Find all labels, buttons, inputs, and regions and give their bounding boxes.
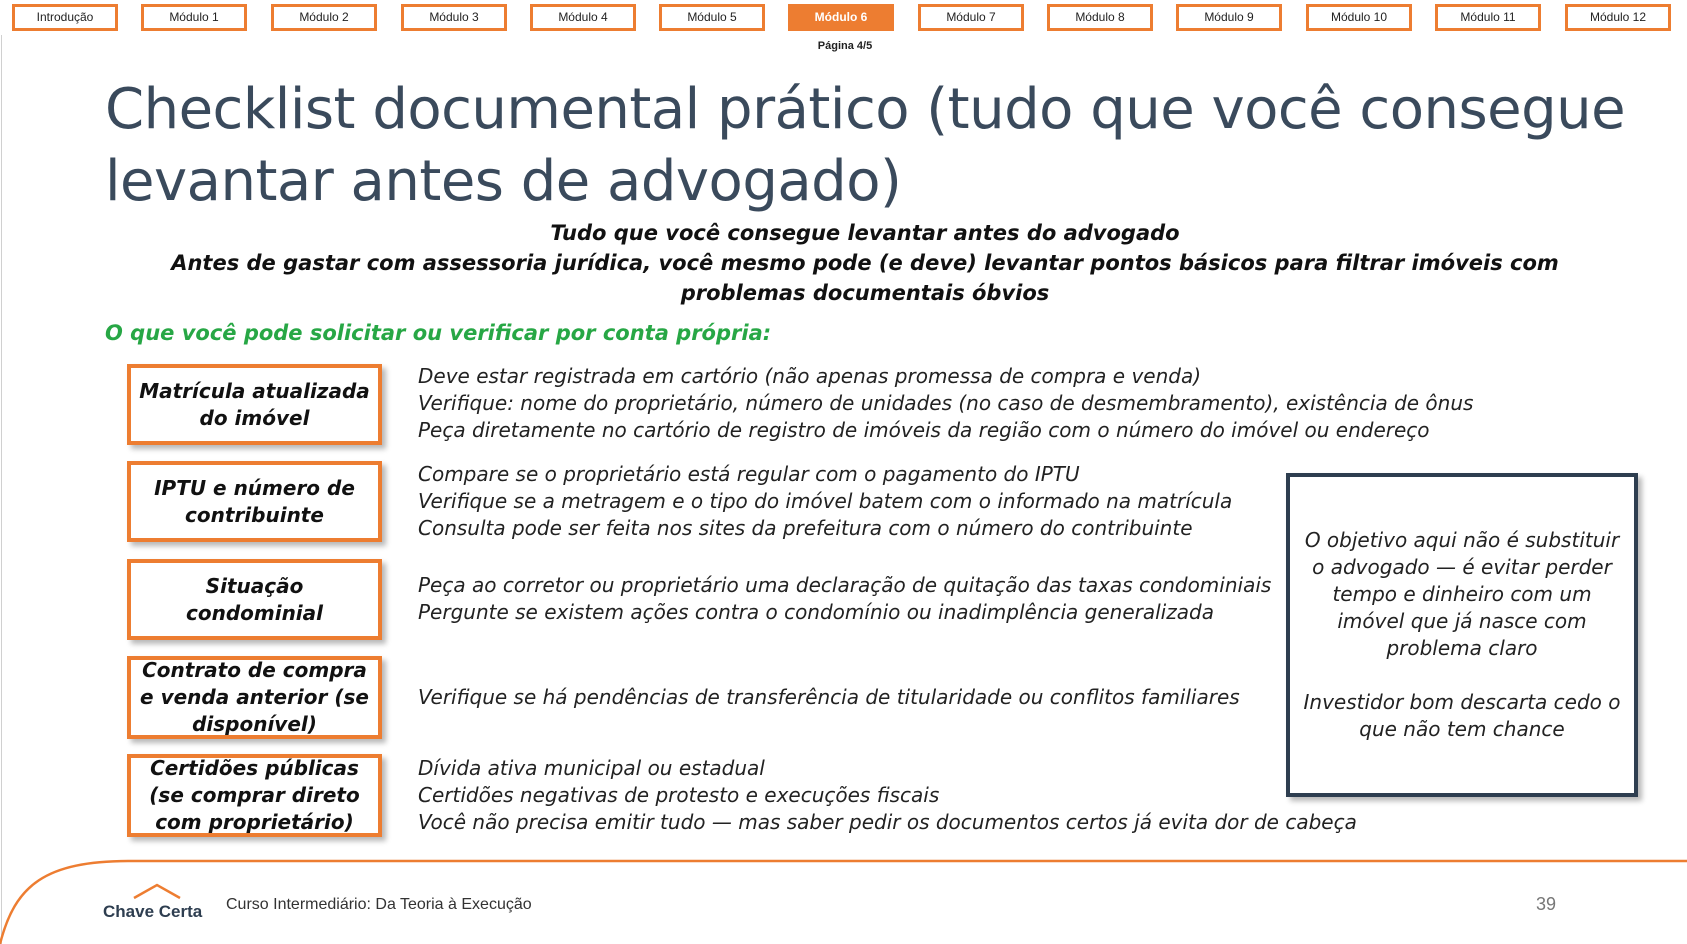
page-indicator: Página 4/5 bbox=[817, 40, 873, 52]
item-box-contrato bbox=[127, 656, 382, 739]
item-label: IPTU e número de contribuinte bbox=[154, 475, 355, 527]
nav-modulo-12[interactable]: Módulo 12 bbox=[1565, 4, 1671, 31]
course-name: Curso Intermediário: Da Teoria à Execução bbox=[226, 896, 532, 913]
item-box-matricula bbox=[127, 364, 382, 445]
item-desc-line: Pergunte se existem ações contra o condomínio ou inadimplência generalizada bbox=[418, 600, 1214, 624]
module-nav bbox=[12, 4, 1680, 31]
slide-number: 39 bbox=[1536, 894, 1557, 914]
item-desc-line: Peça diretamente no cartório de registro de imóveis da região com o número do imóvel ou endereço bbox=[418, 418, 1430, 442]
nav-modulo-10[interactable]: Módulo 10 bbox=[1306, 4, 1412, 31]
nav-modulo-7[interactable]: Módulo 7 bbox=[918, 4, 1024, 31]
nav-modulo-5[interactable]: Módulo 5 bbox=[659, 4, 765, 31]
item-desc-line: Dívida ativa municipal ou estadual bbox=[418, 756, 765, 780]
left-edge-rule bbox=[1, 35, 2, 944]
item-box-iptu bbox=[127, 461, 382, 542]
nav-modulo-2[interactable]: Módulo 2 bbox=[271, 4, 377, 31]
nav-modulo-1[interactable]: Módulo 1 bbox=[141, 4, 247, 31]
nav-modulo-3[interactable]: Módulo 3 bbox=[401, 4, 507, 31]
item-box-certidoes bbox=[127, 754, 382, 837]
item-desc-line: Verifique se há pendências de transferência de titularidade ou conflitos familiares bbox=[418, 685, 1240, 709]
nav-modulo-11[interactable]: Módulo 11 bbox=[1435, 4, 1541, 31]
nav-modulo-4[interactable]: Módulo 4 bbox=[530, 4, 636, 31]
intro-line-2: Antes de gastar com assessoria jurídica, você mesmo pode (e deve) levantar pontos básicos para filtrar imóveis com problemas documentais óbvios bbox=[171, 251, 1559, 305]
section-subheading: O que você pode solicitar ou verificar por conta própria: bbox=[105, 321, 772, 345]
nav-introducao[interactable]: Introdução bbox=[12, 4, 118, 31]
item-desc-line: Certidões negativas de protesto e execuções fiscais bbox=[418, 783, 940, 807]
item-desc-line: Verifique se a metragem e o tipo do imóvel batem com o informado na matrícula bbox=[418, 489, 1233, 513]
item-label: Certidões públicas (se comprar direto com proprietário) bbox=[149, 756, 360, 834]
nav-modulo-6[interactable]: Módulo 6 bbox=[788, 4, 894, 31]
note-paragraph-2: Investidor bom descarta cedo o que não tem chance bbox=[1303, 690, 1621, 741]
item-desc-line: Deve estar registrada em cartório (não apenas promessa de compra e venda) bbox=[418, 364, 1202, 388]
item-desc-line: Consulta pode ser feita nos sites da prefeitura com o número do contribuinte bbox=[418, 516, 1193, 540]
item-label: Contrato de compra e venda anterior (se disponível) bbox=[140, 658, 369, 736]
nav-modulo-9[interactable]: Módulo 9 bbox=[1176, 4, 1282, 31]
item-box-condominio bbox=[127, 559, 382, 640]
item-label: Matrícula atualizada do imóvel bbox=[139, 378, 370, 430]
item-desc-matricula bbox=[418, 363, 1538, 444]
note-callout-box bbox=[1286, 473, 1638, 797]
item-desc-line: Compare se o proprietário está regular com o pagamento do IPTU bbox=[418, 462, 1080, 486]
item-label: Situação condominial bbox=[185, 573, 324, 625]
note-paragraph-1: O objetivo aqui não é substituir o advogado — é evitar perder tempo e dinheiro com um imóvel que já nasce com problema claro bbox=[1304, 528, 1620, 660]
intro-line-1: Tudo que você consegue levantar antes do advogado bbox=[550, 221, 1180, 245]
slide-title: Checklist documental prático (tudo que você consegue levantar antes de advogado) bbox=[105, 77, 1626, 214]
item-desc-line: Você não precisa emitir tudo — mas saber pedir os documentos certos já evita dor de cabeça bbox=[418, 810, 1357, 834]
brand-logo-text: Chave Certa bbox=[103, 902, 203, 921]
item-desc-line: Verifique: nome do proprietário, número de unidades (no caso de desmembramento), existência de ônus bbox=[418, 391, 1474, 415]
intro-block bbox=[110, 218, 1620, 308]
nav-modulo-8[interactable]: Módulo 8 bbox=[1047, 4, 1153, 31]
item-desc-line: Peça ao corretor ou proprietário uma declaração de quitação das taxas condominiais bbox=[418, 573, 1272, 597]
